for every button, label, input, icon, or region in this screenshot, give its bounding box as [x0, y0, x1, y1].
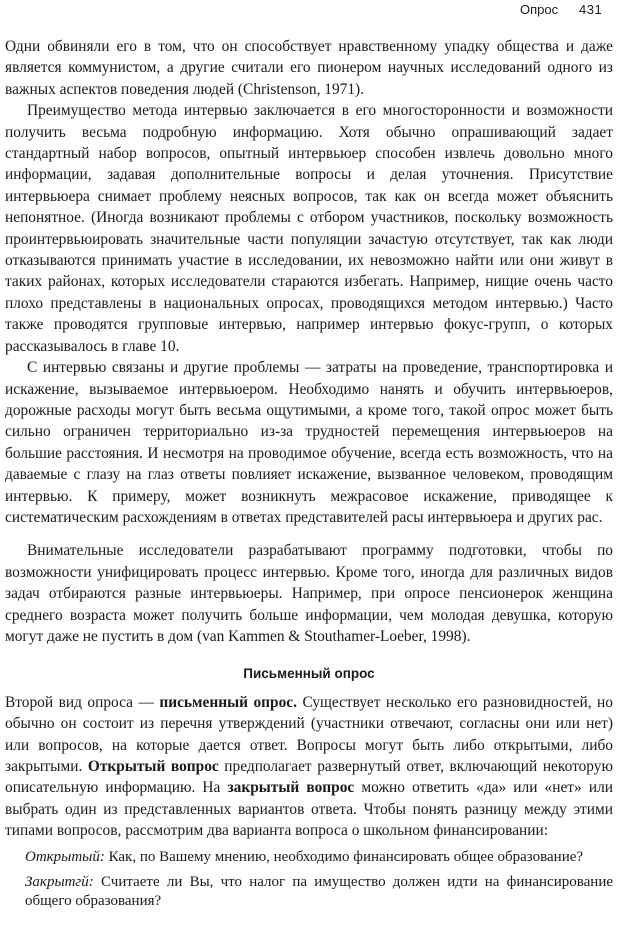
example-closed-question: Закрытгй: Считаете ли Вы, что налог па имущество должен идти на финансирование общего образования?	[25, 873, 613, 909]
paragraph-1: Одни обвиняли его в том, что он способствует нравственному упадку общества и даже является коммунистом, а другие считали его пионером научных исследований одного из важных аспектов поведения людей (Christenson, 1971).	[5, 38, 613, 98]
term-written-survey: письменный опрос.	[159, 693, 297, 711]
paragraph-5: Второй вид опроса — письменный опрос. Существует несколько его разновидностей, но обычно он состоит из перечня утверждений (участники отвечают, согласны они или нет) или вопросов, на которые дается ответ. Вопросы могут быть либо открытыми, либо закрытыми. Открытый вопрос предполагает развернутый ответ, включающий некоторую описательную информацию. На закрытый вопрос можно ответить «да» или «нет» или выбрать один из представленных вариантов ответа. Чтобы понять разницу между этими типами вопросов, рассмотрим два варианта вопроса о школьном финансировании:	[5, 693, 613, 840]
example-open-question: Открытый: Как, по Вашему мнению, необходимо финансировать общее образование?	[25, 848, 584, 865]
paragraph-2: Преимущество метода интервью заключается в его многосторонности и возможности получить весьма подробную информацию. Хотя обычно опрашивающий задает стандартный набор вопросов, опытный интервьюер способен извлечь довольно много информации, задавая дополнительные вопросы и делая уточнения. Присутствие интервьюера снимает проблему неясных вопросов, так как он всегда может объяснить непонятное. (Иногда возникают проблемы с отбором участников, поскольку возможность проинтервьюировать значительные части популяции зачастую отсутствует, так как люди отказываются принимать участие в исследовании, их невозможно найти или они живут в таких районах, которых исследователи стараются избегать. Например, нищие очень часто плохо представлены в национальных опросах, проводящихся методом интервью.) Часто также проводятся групповые интервью, например интервью фокус-групп, о которых рассказывалось в главе 10.	[5, 102, 613, 355]
section-heading: Письменный опрос	[243, 666, 375, 682]
body-text	[5, 36, 613, 911]
term-open-question: Открытый вопрос	[87, 758, 219, 775]
section-title: Опрос	[520, 2, 559, 17]
example-open-label: Открытый:	[25, 848, 105, 865]
paragraph-4: Внимательные исследователи разрабатывают программу подготовки, чтобы по возможности унифицировать процесс интервью. Кроме того, иногда для различных видов задач отбираются разные интервьюеры. Например, при опросе пенсионерок женщина среднего возраста может получить больше информации, чем молодая девушка, которую могут даже не пустить в дом (van Kammen & Stouthamer-Loeber, 1998).	[5, 542, 613, 645]
paragraph-3: С интервью связаны и другие проблемы — затраты на проведение, транспортировка и искажение, вызываемое интервьюером. Необходимо нанять и обучить интервьюеров, дорожные расходы могут быть весьма ощутимыми, а кроме того, такой опрос может быть сильно ограничен территориально из-за трудностей перемещения интервьюеров на большие расстояния. И несмотря на проводимое обучение, всегда есть возможность, что на даваемые с глазу на глаз ответы повлияет искажение, вызванное человеком, проводящим интервью. К примеру, может возникнуть межрасовое искажение, приводящее к систематическим расхождениям в ответах представителей расы интервьюера и других рас.	[5, 359, 613, 526]
term-closed-question: закрытый вопрос	[227, 779, 355, 797]
running-header	[0, 0, 620, 22]
page-number: 431	[579, 2, 603, 17]
example-closed-label: Закрытгй:	[25, 873, 94, 890]
